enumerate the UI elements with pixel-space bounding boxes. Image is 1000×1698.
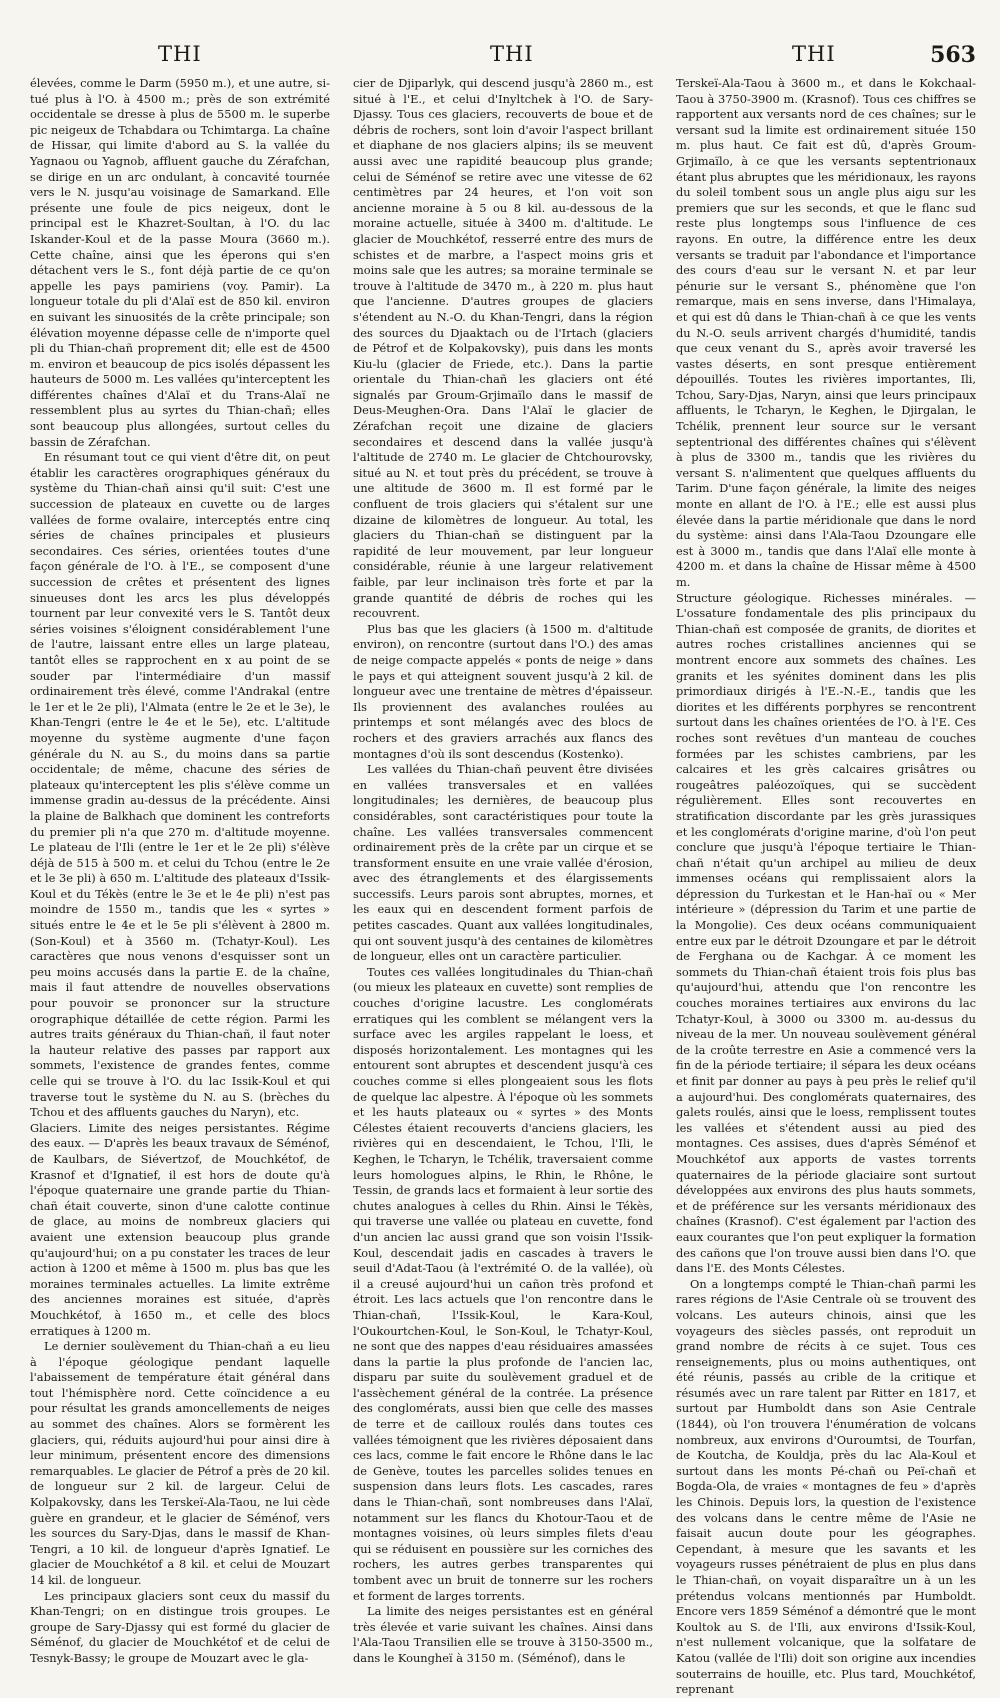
section-paragraph-glaciers: Glaciers. Limite des neiges persistantes. Régime des eaux. — D'après les beaux travaux de Séménof, de Kaulbars, de Siévertzof, de Mouchkétof, de Krasnof et d'Ignatief, il est hors de doute qu'à l'époque quaternaire une grande partie du Thian-chañ était couverte, sinon d'une calotte continue de glace, au moins de nombreux glaciers qui avaient une extension beaucoup plus grande qu'aujourd'hui; on a pu constater les traces de leur action à 1200 et même à 1500 m. plus bas que les moraines terminales actuelles. La limite extrême des anciennes moraines est située, d'après Mouchkétof, à 1650 m., et celle des blocs erratiques à 1200 m. <box>30 1120 330 1338</box>
column-2 <box>353 76 653 1698</box>
paragraph: La limite des neiges persistantes est en général très élevée et varie suivant les chaînes. Ainsi dans l'Ala-Taou Transilien elle se trouve à 3150-3500 m., dans le Koungheï à 3150 m. (Séménof), dans le <box>353 1604 653 1665</box>
column-3 <box>676 76 976 1698</box>
running-head-center: THI <box>490 42 534 66</box>
paragraph: Les vallées du Thian-chañ peuvent être divisées en vallées transversales et en vallées longitudinales; les dernières, de beaucoup plus considérables, sont caractéristiques pour toute la chaîne. Les vallées transversales commencent ordinairement près de la crête par un cirque et se transforment ensuite en une vraie vallée d'érosion, avec des étranglements et des élargissements successifs. Leurs parois sont abruptes, mornes, et les eaux qui en descendent forment parfois de petites cascades. Quant aux vallées longitudinales, qui ont souvent jusqu'à des centaines de kilomètres de longueur, elles ont un caractère particulier. <box>353 762 653 964</box>
paragraph: élevées, comme le Darm (5950 m.), et une autre, si-tué plus à l'O. à 4500 m.; près de son extrémité occidentale se dresse à plus de 5500 m. le superbe pic neigeux de Tchabdara ou Tchimtarga. La chaîne de Hissar, qui limite d'abord au S. la vallée du Yagnaou ou Yagnob, affluent gauche du Zérafchan, se dirige en un arc ondulant, à concavité tournée vers le N. jusqu'au voisinage de Samarkand. Elle présente une foule de pics neigeux, dont le principal est le Khazret-Soultan, à l'O. du lac Iskander-Koul et de la passe Moura (3660 m.). Cette chaîne, ainsi que les éperons qui s'en détachent vers le S., font déjà partie de ce qu'on appelle les pays pamiriens (voy. Pamir). La longueur totale du pli d'Alaï est de 850 kil. environ en suivant les sinuosités de la crête principale; son élévation moyenne dépasse celle de n'importe quel pli du Thian-chañ proprement dit; elle est de 4500 m. environ et beaucoup de pics isolés dépassent les hauteurs de 5000 m. Les vallées qu'interceptent les différentes chaînes d'Alaï et du Trans-Alaï ne ressemblent plus au syrtes du Thian-chañ; elles sont beaucoup plus allongées, surtout celles du bassin de Zérafchan. <box>30 76 330 449</box>
paragraph: cier de Djiparlyk, qui descend jusqu'à 2860 m., est situé à l'E., et celui d'Inyltchek à l'O. de Sary-Djassy. Tous ces glaciers, recouverts de boue et de débris de rochers, sont loin d'avoir l'aspect brillant et diaphane de nos glaciers alpins; ils se meuvent aussi avec une rapidité beaucoup plus grande; celui de Séménof se retire avec une vitesse de 62 centimètres par 24 heures, et l'on voit son ancienne moraine à 5 ou 8 kil. au-dessous de la moraine actuelle, située à 3400 m. d'altitude. Le glacier de Mouchkétof, resserré entre des murs de schistes et de marbre, a l'aspect moins gris et moins sale que les autres; sa moraine terminale se trouve à l'altitude de 3470 m., à 220 m. plus haut que l'ancienne. D'autres groupes de glaciers s'étendent au N.-O. du Khan-Tengri, dans la région des sources du Djaaktach ou de l'Irtach (glaciers de Pétrof et de Kolpakovsky), puis dans les monts Kiu-lu (glacier de Friede, etc.). Dans la partie orientale du Thian-chañ les glaciers ont été signalés par Groum-Grjimaïlo dans le massif de Deus-Meughen-Ora. Dans l'Alaï le glacier de Zérafchan reçoit une dizaine de glaciers secondaires et descend dans la vallée jusqu'à l'altitude de 2740 m. Le glacier de Chtchourovsky, situé au N. et tout près du précédent, se trouve à une altitude de 3600 m. Il est formé par le confluent de trois glaciers qui s'étalent sur une dizaine de kilomètres de longueur. Au total, les glaciers du Thian-chañ se distinguent par la rapidité de leur mouvement, par leur longueur considérable, réunie à une largeur relativement faible, par leur inclinaison très forte et par la grande quantité de débris de roches qui les recouvrent. <box>353 76 653 621</box>
paragraph: Les principaux glaciers sont ceux du massif du Khan-Tengri; on en distingue trois groupes. Le groupe de Sary-Djassy qui est formé du glacier de Séménof, du glacier de Mouchkétof et de celui de Tesnyk-Bassy; le groupe de Mouzart avec le gla- <box>30 1588 330 1665</box>
column-1 <box>30 76 330 1698</box>
running-head-right: THI <box>792 42 836 66</box>
paragraph: Terskeï-Ala-Taou à 3600 m., et dans le Kokchaal-Taou à 3750-3900 m. (Krasnof). Tous ces chiffres se rapportent aux versants nord de ces chaînes; sur le versant sud la limite est ordinairement située 150 m. plus haut. Ce fait est dû, d'après Groum-Grjimaïlo, à ce que les versants septentrionaux étant plus abruptes que les méridionaux, les rayons du soleil tombent sous un angle plus aigu sur les premiers que sur les seconds, et que le flanc sud reste plus longtemps sous l'influence de ces rayons. En outre, la différence entre les deux versants se traduit par l'abondance et l'importance des cours d'eau sur le versant N. et par leur pénurie sur le versant S., phénomène que l'on remarque, mais en sens inverse, dans l'Himalaya, et qui est dû dans le Thian-chañ à ce que les vents du N.-O. seuls arrivent chargés d'humidité, tandis que ceux venant du S., après avoir traversé les vastes déserts, en sont presque entièrement dépouillés. Toutes les rivières importantes, Ili, Tchou, Sary-Djas, Naryn, ainsi que leurs principaux affluents, le Tcharyn, le Keghen, le Djirgalan, le Tchélik, prennent leur source sur le versant septentrional des différentes chaînes qui s'élèvent à plus de 3300 m., tandis que les rivières du versant S. n'alimentent que quelques affluents du Tarim. D'une façon générale, la limite des neiges monte en allant de l'O. à l'E.; elle est aussi plus élevée dans la partie méridionale que dans le nord du système: ainsi dans l'Ala-Taou Dzoungare elle est à 3000 m., tandis que dans l'Alaï elle monte à 4200 m. et dans la chaîne de Hissar même à 4500 m. <box>676 76 976 589</box>
paragraph: Le dernier soulèvement du Thian-chañ a eu lieu à l'époque géologique pendant laquelle l'abaissement de température était général dans tout l'hémisphère nord. Cette coïncidence a eu pour résultat les grands amoncellements de neiges au sommet des chaînes. Alors se formèrent les glaciers, qui, réduits aujourd'hui pour ainsi dire à leur minimum, présentent encore des dimensions remarquables. Le glacier de Pétrof a près de 20 kil. de longueur sur 2 kil. de largeur. Celui de Kolpakovsky, dans les Terskeï-Ala-Taou, ne lui cède guère en grandeur, et le glacier de Séménof, vers les sources du Sary-Djas, dans le massif de Khan-Tengri, a 10 kil. de longueur d'après Ignatief. Le glacier de Mouchkétof a 8 kil. et celui de Mouzart 14 kil. de longueur. <box>30 1339 330 1587</box>
text-columns <box>30 76 976 1698</box>
page-number: 563 <box>930 42 976 68</box>
running-head-left: THI <box>158 42 202 66</box>
paragraph: Toutes ces vallées longitudinales du Thian-chañ (ou mieux les plateaux en cuvette) sont remplies de couches d'origine lacustre. Les conglomérats erratiques qui les comblent se mélangent vers la surface avec les argiles rappelant le loess, et disposés horizontalement. Les montagnes qui les entourent sont abruptes et descendent jusqu'à ces couches comme si elles plongeaient sous les flots de quelque lac alpestre. À l'époque où les sommets et les hauts plateaux ou « syrtes » des Monts Célestes étaient recouverts d'anciens glaciers, les rivières qui en descendaient, le Tchou, l'Ili, le Keghen, le Tcharyn, le Tchélik, traversaient comme leurs homologues alpins, le Rhin, le Rhône, le Tessin, de grands lacs et formaient à leur sortie des chutes analogues à celles du Rhin. Ainsi le Tékès, qui traverse une vallée ou plateau en cuvette, fond d'un ancien lac aussi grand que son voisin l'Issik-Koul, descendait jadis en cascades à travers le seuil d'Adat-Taou (à l'extrémité O. de la vallée), où il a creusé aujourd'hui un cañon très profond et étroit. Les lacs actuels que l'on rencontre dans le Thian-chañ, l'Issik-Koul, le Kara-Koul, l'Oukourtchen-Koul, le Son-Koul, le Tchatyr-Koul, ne sont que des nappes d'eau résiduaires amassées dans la partie la plus profonde de l'ancien lac, disparu par suite du soulèvement graduel et de l'assèchement général de la contrée. La présence des conglomérats, aussi bien que celle des masses de terre et de cailloux roulés dans toutes ces vallées témoignent que les rivières déposaient dans ces lacs, comme le fait encore le Rhône dans le lac de Genève, toutes les parcelles solides tenues en suspension dans leurs flots. Les cascades, rares dans le Thian-chañ, sont nombreuses dans l'Alaï, notamment sur les flancs du Khotour-Taou et de montagnes voisines, où leurs simples filets d'eau qui se réduisent en poussière sur les corniches des rochers, les autres gerbes transparentes qui tombent avec un bruit de tonnerre sur les rochers et forment de larges torrents. <box>353 964 653 1603</box>
section-paragraph-geology: Structure géologique. Richesses minérales. — L'ossature fondamentale des plis principaux du Thian-chañ est composée de granits, de diorites et autres roches cristallines anciennes qui se montrent encore aux sommets des chaînes. Les granits et les syénites dominent dans les plis primordiaux dirigés à l'E.-N.-E., tandis que les diorites et les différents porphyres se rencontrent surtout dans les chaînes orientées de l'O. à l'E. Ces roches sont revêtues d'un manteau de couches formées par les schistes cambriens, par les calcaires et les grès calcaires grisâtres ou rougeâtres paléozoïques, qui se succèdent régulièrement. Elles sont recouvertes en stratification discordante par les grès jurassiques et les conglomérats d'origine marine, d'où l'on peut conclure que jusqu'à l'époque tertiaire le Thian-chañ n'était qu'un archipel au milieu de deux immenses océans qui remplissaient alors la dépression du Turkestan et le Han-haï ou « Mer intérieure » (dépression du Tarim et une partie de la Mongolie). Ces deux océans communiquaient entre eux par le détroit Dzoungare et par le détroit de Ferghana ou de Kachgar. À ce moment les sommets du Thian-chañ étaient trois fois plus bas qu'aujourd'hui, attendu que l'on rencontre les couches moraines tertiaires aux environs du lac Tchatyr-Koul, à 3000 ou 3300 m. au-dessus du niveau de la mer. Un nouveau soulèvement général de la croûte terrestre en Asie a commencé vers la fin de la période tertiaire; il sépara les deux océans et finit par donner au pays à peu près le relief qu'il a aujourd'hui. Des conglomérats quaternaires, des galets roulés, ainsi que le loess, remplissent toutes les vallées et s'étendent aussi au pied des montagnes. Ces assises, dues d'après Séménof et Mouchkétof aux apports de vastes torrents quaternaires de la période glaciaire sont surtout développées aux environs des plus hauts sommets, et de préférence sur les versants méridionaux des chaînes (Krasnof). C'est également par l'action des eaux courantes que l'on peut expliquer la formation des cañons que l'on trouve aussi bien dans l'O. que dans l'E. des Monts Célestes. <box>676 590 976 1276</box>
paragraph: On a longtemps compté le Thian-chañ parmi les rares régions de l'Asie Centrale où se trouvent des volcans. Les auteurs chinois, ainsi que les voyageurs des siècles passés, ont reproduit un grand nombre de récits à ce sujet. Tous ces renseignements, plus ou moins authentiques, ont été réunis, passés au crible de la critique et résumés avec un rare talent par Ritter en 1817, et surtout par Humboldt dans son Asie Centrale (1844), où l'on trouvera l'énumération de volcans nombreux, aux environs d'Ouroumtsi, de Tourfan, de Koutcha, de Kouldja, près du lac Ala-Koul et surtout dans les monts Pé-chañ ou Peï-chañ et Bogda-Ola, de vraies « montagnes de feu » d'après les Chinois. Depuis lors, la question de l'existence des volcans dans le centre même de l'Asie ne faisait aucun doute pour les géographes. Cependant, à mesure que les savants et les voyageurs russes pénétraient de plus en plus dans le Thian-chañ, on voyait disparaître un à un les prétendus volcans mentionnés par Humboldt. Encore vers 1859 Séménof a démontré que le mont Koultok au S. de l'Ili, aux environs d'Issik-Koul, n'est nullement volcanique, que la solfatare de Katou (vallée de l'Ili) doit son origine aux incendies souterrains de houille, etc. Plus tard, Mouchkétof, reprenant <box>676 1276 976 1697</box>
paragraph: En résumant tout ce qui vient d'être dit, on peut établir les caractères orographiques généraux du système du Thian-chañ ainsi qu'il suit: C'est une succession de plateaux en cuvette ou de larges vallées de forme ovalaire, interceptés entre cinq séries de chaînes principales et plusieurs secondaires. Ces séries, orientées toutes d'une façon générale de l'O. à l'E., se composent d'une succession de crêtes et présentent des lignes sinueuses dont les arcs les plus développés tournent par leur convexité vers le S. Tantôt deux séries voisines s'éloignent considérablement l'une de l'autre, laissant entre elles un large plateau, tantôt elles se rapprochent en x au point de se souder par l'intermédiaire d'un massif ordinairement très élevé, comme l'Andrakal (entre le 1er et le 2e pli), l'Almata (entre le 2e et le 3e), le Khan-Tengri (entre le 4e et le 5e), etc. L'altitude moyenne du système augmente d'une façon générale du N. au S., du moins dans sa partie occidentale; de même, chacune des séries de plateaux qu'interceptent les plis s'élève comme un immense gradin au-dessus de la précédente. Ainsi la plaine de Balkhach que dominent les contreforts du premier pli n'a que 270 m. d'altitude moyenne. Le plateau de l'Ili (entre le 1er et le 2e pli) s'élève déjà de 515 à 500 m. et celui du Tchou (entre le 2e et le 3e pli) à 650 m. L'altitude des plateaux d'Issik-Koul et du Tékès (entre le 3e et le 4e pli) n'est pas moindre de 1550 m., tandis que les « syrtes » situés entre le 4e et le 5e pli s'élèvent à 2800 m. (Son-Koul) et à 3560 m. (Tchatyr-Koul). Les caractères que nous venons d'esquisser sont un peu moins accusés dans la partie E. de la chaîne, mais il faut attendre de nouvelles observations pour pouvoir se prononcer sur la structure orographique détaillée de cette région. Parmi les autres traits généraux du Thian-chañ, il faut noter la hauteur relative des passes par rapport aux sommets, l'existence de grandes fentes, comme celle qui se trouve à l'O. du lac Issik-Koul et qui traverse tout le système du N. au S. (brèches du Tchou et des affluents gauches du Naryn), etc. <box>30 450 330 1120</box>
running-header <box>28 42 976 76</box>
paragraph: Plus bas que les glaciers (à 1500 m. d'altitude environ), on rencontre (surtout dans l'O.) des amas de neige compacte appelés « ponts de neige » dans le pays et qui atteignent souvent jusqu'à 2 kil. de longueur avec une trentaine de mètres d'épaisseur. Ils proviennent des avalanches roulées au printemps et sont mélangés avec des blocs de rochers et des graviers arrachés aux flancs des montagnes d'où ils sont descendus (Kostenko). <box>353 621 653 761</box>
